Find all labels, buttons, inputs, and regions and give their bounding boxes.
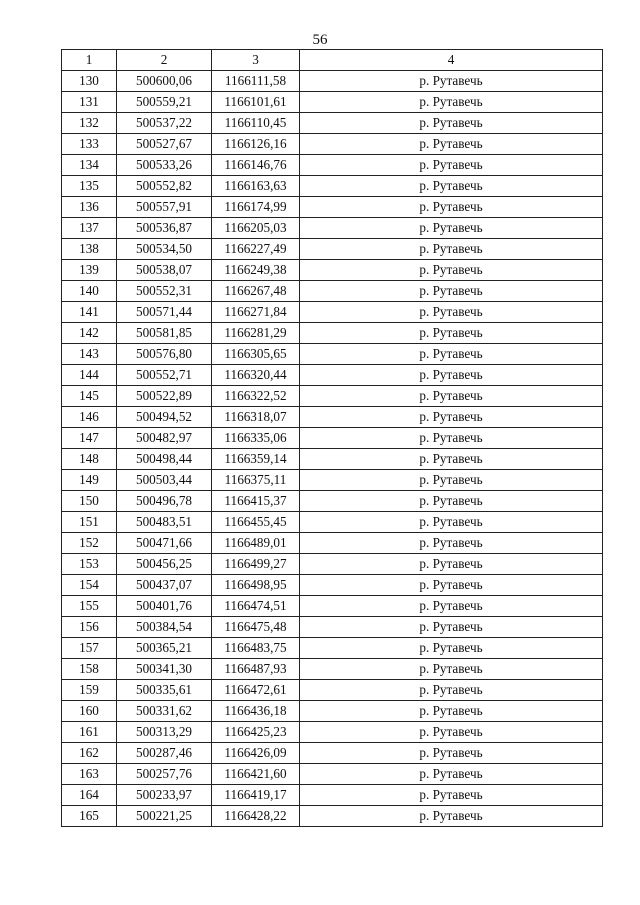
y-coordinate-cell: 1166472,61 <box>212 680 300 701</box>
y-coordinate-cell: 1166267,48 <box>212 281 300 302</box>
description-cell: р. Рутавечь <box>300 743 603 764</box>
description-cell: р. Рутавечь <box>300 659 603 680</box>
point-number-cell: 130 <box>62 71 117 92</box>
point-number-cell: 163 <box>62 764 117 785</box>
table-row <box>62 785 603 806</box>
y-coordinate-cell: 1166322,52 <box>212 386 300 407</box>
x-coordinate-cell: 500571,44 <box>117 302 212 323</box>
y-coordinate-cell: 1166227,49 <box>212 239 300 260</box>
description-cell: р. Рутавечь <box>300 638 603 659</box>
y-coordinate-cell: 1166487,93 <box>212 659 300 680</box>
description-cell: р. Рутавечь <box>300 533 603 554</box>
x-coordinate-cell: 500559,21 <box>117 92 212 113</box>
y-coordinate-cell: 1166281,29 <box>212 323 300 344</box>
description-cell: р. Рутавечь <box>300 701 603 722</box>
x-coordinate-cell: 500233,97 <box>117 785 212 806</box>
y-coordinate-cell: 1166426,09 <box>212 743 300 764</box>
table-row <box>62 617 603 638</box>
description-cell: р. Рутавечь <box>300 323 603 344</box>
point-number-cell: 144 <box>62 365 117 386</box>
table-row <box>62 113 603 134</box>
y-coordinate-cell: 1166499,27 <box>212 554 300 575</box>
table-row <box>62 743 603 764</box>
point-number-cell: 151 <box>62 512 117 533</box>
y-coordinate-cell: 1166425,23 <box>212 722 300 743</box>
y-coordinate-cell: 1166305,65 <box>212 344 300 365</box>
table-row <box>62 638 603 659</box>
point-number-cell: 150 <box>62 491 117 512</box>
table-row <box>62 491 603 512</box>
y-coordinate-cell: 1166174,99 <box>212 197 300 218</box>
description-cell: р. Рутавечь <box>300 71 603 92</box>
point-number-cell: 143 <box>62 344 117 365</box>
x-coordinate-cell: 500537,22 <box>117 113 212 134</box>
y-coordinate-cell: 1166359,14 <box>212 449 300 470</box>
table-row <box>62 428 603 449</box>
description-cell: р. Рутавечь <box>300 617 603 638</box>
y-coordinate-cell: 1166271,84 <box>212 302 300 323</box>
table-row <box>62 365 603 386</box>
description-cell: р. Рутавечь <box>300 722 603 743</box>
y-coordinate-cell: 1166249,38 <box>212 260 300 281</box>
x-coordinate-cell: 500534,50 <box>117 239 212 260</box>
table-row <box>62 344 603 365</box>
table-row <box>62 722 603 743</box>
point-number-cell: 140 <box>62 281 117 302</box>
description-cell: р. Рутавечь <box>300 806 603 827</box>
y-coordinate-cell: 1166436,18 <box>212 701 300 722</box>
table-row <box>62 386 603 407</box>
table-row <box>62 659 603 680</box>
description-cell: р. Рутавечь <box>300 596 603 617</box>
description-cell: р. Рутавечь <box>300 302 603 323</box>
y-coordinate-cell: 1166498,95 <box>212 575 300 596</box>
y-coordinate-cell: 1166483,75 <box>212 638 300 659</box>
table-row <box>62 176 603 197</box>
x-coordinate-cell: 500437,07 <box>117 575 212 596</box>
y-coordinate-cell: 1166428,22 <box>212 806 300 827</box>
point-number-cell: 132 <box>62 113 117 134</box>
coordinates-table <box>61 49 603 827</box>
x-coordinate-cell: 500552,31 <box>117 281 212 302</box>
table-row <box>62 323 603 344</box>
column-header: 4 <box>300 50 603 71</box>
x-coordinate-cell: 500503,44 <box>117 470 212 491</box>
x-coordinate-cell: 500365,21 <box>117 638 212 659</box>
table-row <box>62 512 603 533</box>
x-coordinate-cell: 500221,25 <box>117 806 212 827</box>
point-number-cell: 138 <box>62 239 117 260</box>
point-number-cell: 148 <box>62 449 117 470</box>
point-number-cell: 153 <box>62 554 117 575</box>
point-number-cell: 154 <box>62 575 117 596</box>
x-coordinate-cell: 500576,80 <box>117 344 212 365</box>
y-coordinate-cell: 1166163,63 <box>212 176 300 197</box>
description-cell: р. Рутавечь <box>300 92 603 113</box>
x-coordinate-cell: 500494,52 <box>117 407 212 428</box>
page-number: 56 <box>312 32 328 48</box>
description-cell: р. Рутавечь <box>300 218 603 239</box>
table-row <box>62 806 603 827</box>
table-row <box>62 134 603 155</box>
table-row <box>62 764 603 785</box>
table-row <box>62 239 603 260</box>
y-coordinate-cell: 1166146,76 <box>212 155 300 176</box>
point-number-cell: 159 <box>62 680 117 701</box>
description-cell: р. Рутавечь <box>300 365 603 386</box>
table-row <box>62 260 603 281</box>
point-number-cell: 146 <box>62 407 117 428</box>
x-coordinate-cell: 500581,85 <box>117 323 212 344</box>
x-coordinate-cell: 500527,67 <box>117 134 212 155</box>
x-coordinate-cell: 500483,51 <box>117 512 212 533</box>
y-coordinate-cell: 1166111,58 <box>212 71 300 92</box>
y-coordinate-cell: 1166419,17 <box>212 785 300 806</box>
point-number-cell: 131 <box>62 92 117 113</box>
table-row <box>62 197 603 218</box>
y-coordinate-cell: 1166421,60 <box>212 764 300 785</box>
description-cell: р. Рутавечь <box>300 386 603 407</box>
description-cell: р. Рутавечь <box>300 428 603 449</box>
description-cell: р. Рутавечь <box>300 680 603 701</box>
point-number-cell: 162 <box>62 743 117 764</box>
table-row <box>62 470 603 491</box>
x-coordinate-cell: 500600,06 <box>117 71 212 92</box>
description-cell: р. Рутавечь <box>300 407 603 428</box>
description-cell: р. Рутавечь <box>300 260 603 281</box>
table-row <box>62 218 603 239</box>
description-cell: р. Рутавечь <box>300 554 603 575</box>
table-row <box>62 281 603 302</box>
description-cell: р. Рутавечь <box>300 764 603 785</box>
point-number-cell: 160 <box>62 701 117 722</box>
x-coordinate-cell: 500401,76 <box>117 596 212 617</box>
x-coordinate-cell: 500341,30 <box>117 659 212 680</box>
y-coordinate-cell: 1166318,07 <box>212 407 300 428</box>
x-coordinate-cell: 500498,44 <box>117 449 212 470</box>
x-coordinate-cell: 500257,76 <box>117 764 212 785</box>
table-row <box>62 155 603 176</box>
y-coordinate-cell: 1166320,44 <box>212 365 300 386</box>
table-row <box>62 71 603 92</box>
description-cell: р. Рутавечь <box>300 281 603 302</box>
x-coordinate-cell: 500552,82 <box>117 176 212 197</box>
point-number-cell: 147 <box>62 428 117 449</box>
y-coordinate-cell: 1166455,45 <box>212 512 300 533</box>
x-coordinate-cell: 500456,25 <box>117 554 212 575</box>
point-number-cell: 161 <box>62 722 117 743</box>
table-row <box>62 449 603 470</box>
point-number-cell: 139 <box>62 260 117 281</box>
y-coordinate-cell: 1166474,51 <box>212 596 300 617</box>
table-row <box>62 533 603 554</box>
description-cell: р. Рутавечь <box>300 575 603 596</box>
y-coordinate-cell: 1166126,16 <box>212 134 300 155</box>
table-row <box>62 92 603 113</box>
point-number-cell: 135 <box>62 176 117 197</box>
y-coordinate-cell: 1166335,06 <box>212 428 300 449</box>
x-coordinate-cell: 500482,97 <box>117 428 212 449</box>
description-cell: р. Рутавечь <box>300 449 603 470</box>
point-number-cell: 152 <box>62 533 117 554</box>
point-number-cell: 145 <box>62 386 117 407</box>
table-row <box>62 554 603 575</box>
table-row <box>62 407 603 428</box>
table-row <box>62 701 603 722</box>
point-number-cell: 141 <box>62 302 117 323</box>
x-coordinate-cell: 500538,07 <box>117 260 212 281</box>
description-cell: р. Рутавечь <box>300 785 603 806</box>
x-coordinate-cell: 500335,61 <box>117 680 212 701</box>
description-cell: р. Рутавечь <box>300 134 603 155</box>
column-header: 3 <box>212 50 300 71</box>
y-coordinate-cell: 1166489,01 <box>212 533 300 554</box>
x-coordinate-cell: 500313,29 <box>117 722 212 743</box>
point-number-cell: 136 <box>62 197 117 218</box>
x-coordinate-cell: 500552,71 <box>117 365 212 386</box>
column-header: 2 <box>117 50 212 71</box>
x-coordinate-cell: 500384,54 <box>117 617 212 638</box>
table-row <box>62 680 603 701</box>
point-number-cell: 133 <box>62 134 117 155</box>
description-cell: р. Рутавечь <box>300 512 603 533</box>
point-number-cell: 158 <box>62 659 117 680</box>
x-coordinate-cell: 500557,91 <box>117 197 212 218</box>
description-cell: р. Рутавечь <box>300 113 603 134</box>
table-row <box>62 596 603 617</box>
description-cell: р. Рутавечь <box>300 344 603 365</box>
point-number-cell: 149 <box>62 470 117 491</box>
x-coordinate-cell: 500471,66 <box>117 533 212 554</box>
table-row <box>62 575 603 596</box>
column-header: 1 <box>62 50 117 71</box>
point-number-cell: 137 <box>62 218 117 239</box>
point-number-cell: 142 <box>62 323 117 344</box>
description-cell: р. Рутавечь <box>300 491 603 512</box>
x-coordinate-cell: 500533,26 <box>117 155 212 176</box>
y-coordinate-cell: 1166375,11 <box>212 470 300 491</box>
y-coordinate-cell: 1166205,03 <box>212 218 300 239</box>
y-coordinate-cell: 1166475,48 <box>212 617 300 638</box>
point-number-cell: 165 <box>62 806 117 827</box>
y-coordinate-cell: 1166101,61 <box>212 92 300 113</box>
table-header-row <box>62 50 603 71</box>
description-cell: р. Рутавечь <box>300 197 603 218</box>
description-cell: р. Рутавечь <box>300 470 603 491</box>
description-cell: р. Рутавечь <box>300 176 603 197</box>
x-coordinate-cell: 500496,78 <box>117 491 212 512</box>
y-coordinate-cell: 1166110,45 <box>212 113 300 134</box>
point-number-cell: 157 <box>62 638 117 659</box>
x-coordinate-cell: 500331,62 <box>117 701 212 722</box>
description-cell: р. Рутавечь <box>300 155 603 176</box>
point-number-cell: 156 <box>62 617 117 638</box>
table-row <box>62 302 603 323</box>
y-coordinate-cell: 1166415,37 <box>212 491 300 512</box>
point-number-cell: 134 <box>62 155 117 176</box>
point-number-cell: 164 <box>62 785 117 806</box>
point-number-cell: 155 <box>62 596 117 617</box>
description-cell: р. Рутавечь <box>300 239 603 260</box>
x-coordinate-cell: 500536,87 <box>117 218 212 239</box>
x-coordinate-cell: 500522,89 <box>117 386 212 407</box>
x-coordinate-cell: 500287,46 <box>117 743 212 764</box>
